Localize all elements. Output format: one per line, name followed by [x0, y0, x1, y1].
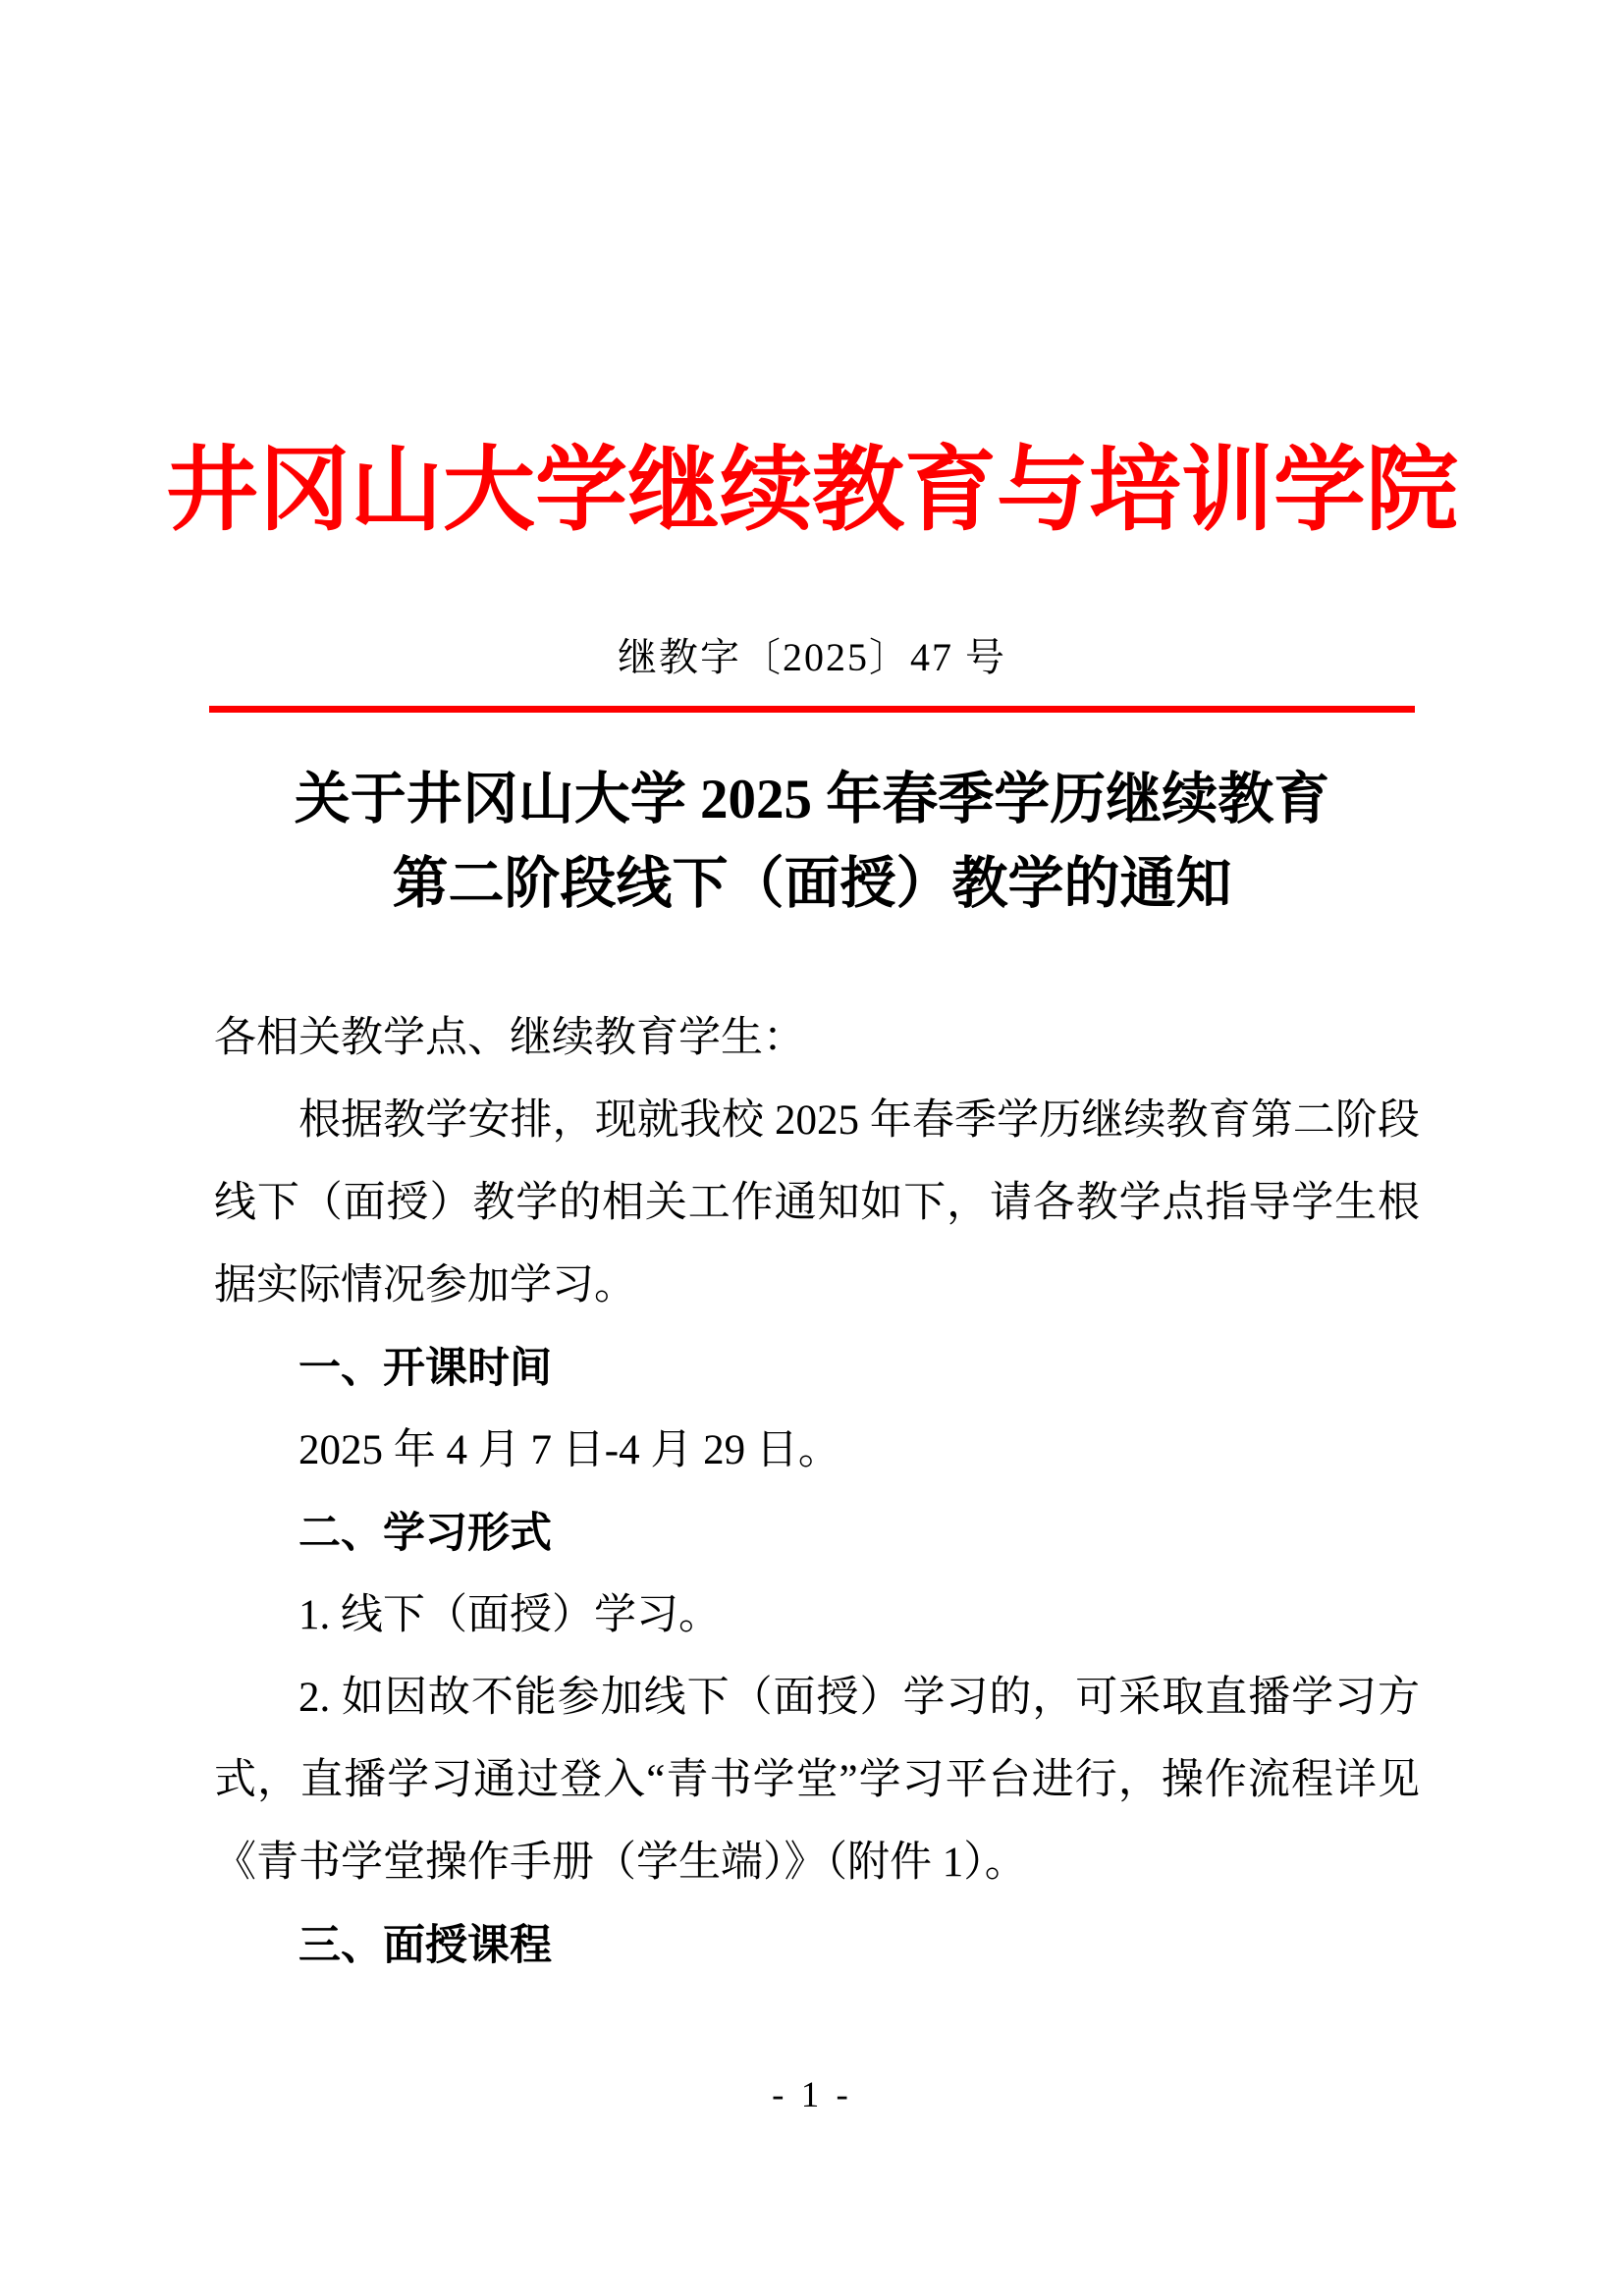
section-heading-face-to-face-courses: 三、面授课程 [298, 1922, 552, 1969]
section-heading-course-time: 一、开课时间 [298, 1345, 552, 1392]
notice-title [0, 758, 1624, 927]
red-letterhead-title: 井冈山大学继续教育与培训学院 [165, 440, 1458, 542]
notice-title-line1: 关于井冈山大学 2025 年春季学历继续教育 [294, 769, 1330, 830]
red-divider-line [209, 706, 1415, 713]
salutation-line: 各相关教学点、继续教育学生： [214, 1015, 805, 1061]
document-reference-number: 继教字〔2025〕47 号 [618, 635, 1006, 679]
paragraph-study-item-2: 2. 如因故不能参加线下（面授）学习的，可采取直播学习方式，直播学习通过登入“青书学堂”学习平台进行，操作流程详见《青书学堂操作手册（学生端）》（附件 1）。 [214, 1675, 1420, 1886]
paragraph-study-item-1: 1. 线下（面授）学习。 [298, 1592, 721, 1638]
paragraph-intro: 根据教学安排，现就我校 2025 年春季学历继续教育第二阶段线下（面授）教学的相关工作通知如下，请各教学点指导学生根据实际情况参加学习。 [214, 1097, 1420, 1308]
page-number: - 1 - [772, 2075, 852, 2115]
paragraph-course-dates: 2025 年 4 月 7 日-4 月 29 日。 [298, 1427, 840, 1473]
section-heading-study-format: 二、学习形式 [298, 1510, 552, 1557]
notice-title-line2: 第二阶段线下（面授）教学的通知 [392, 853, 1232, 915]
document-body [214, 997, 1420, 1987]
